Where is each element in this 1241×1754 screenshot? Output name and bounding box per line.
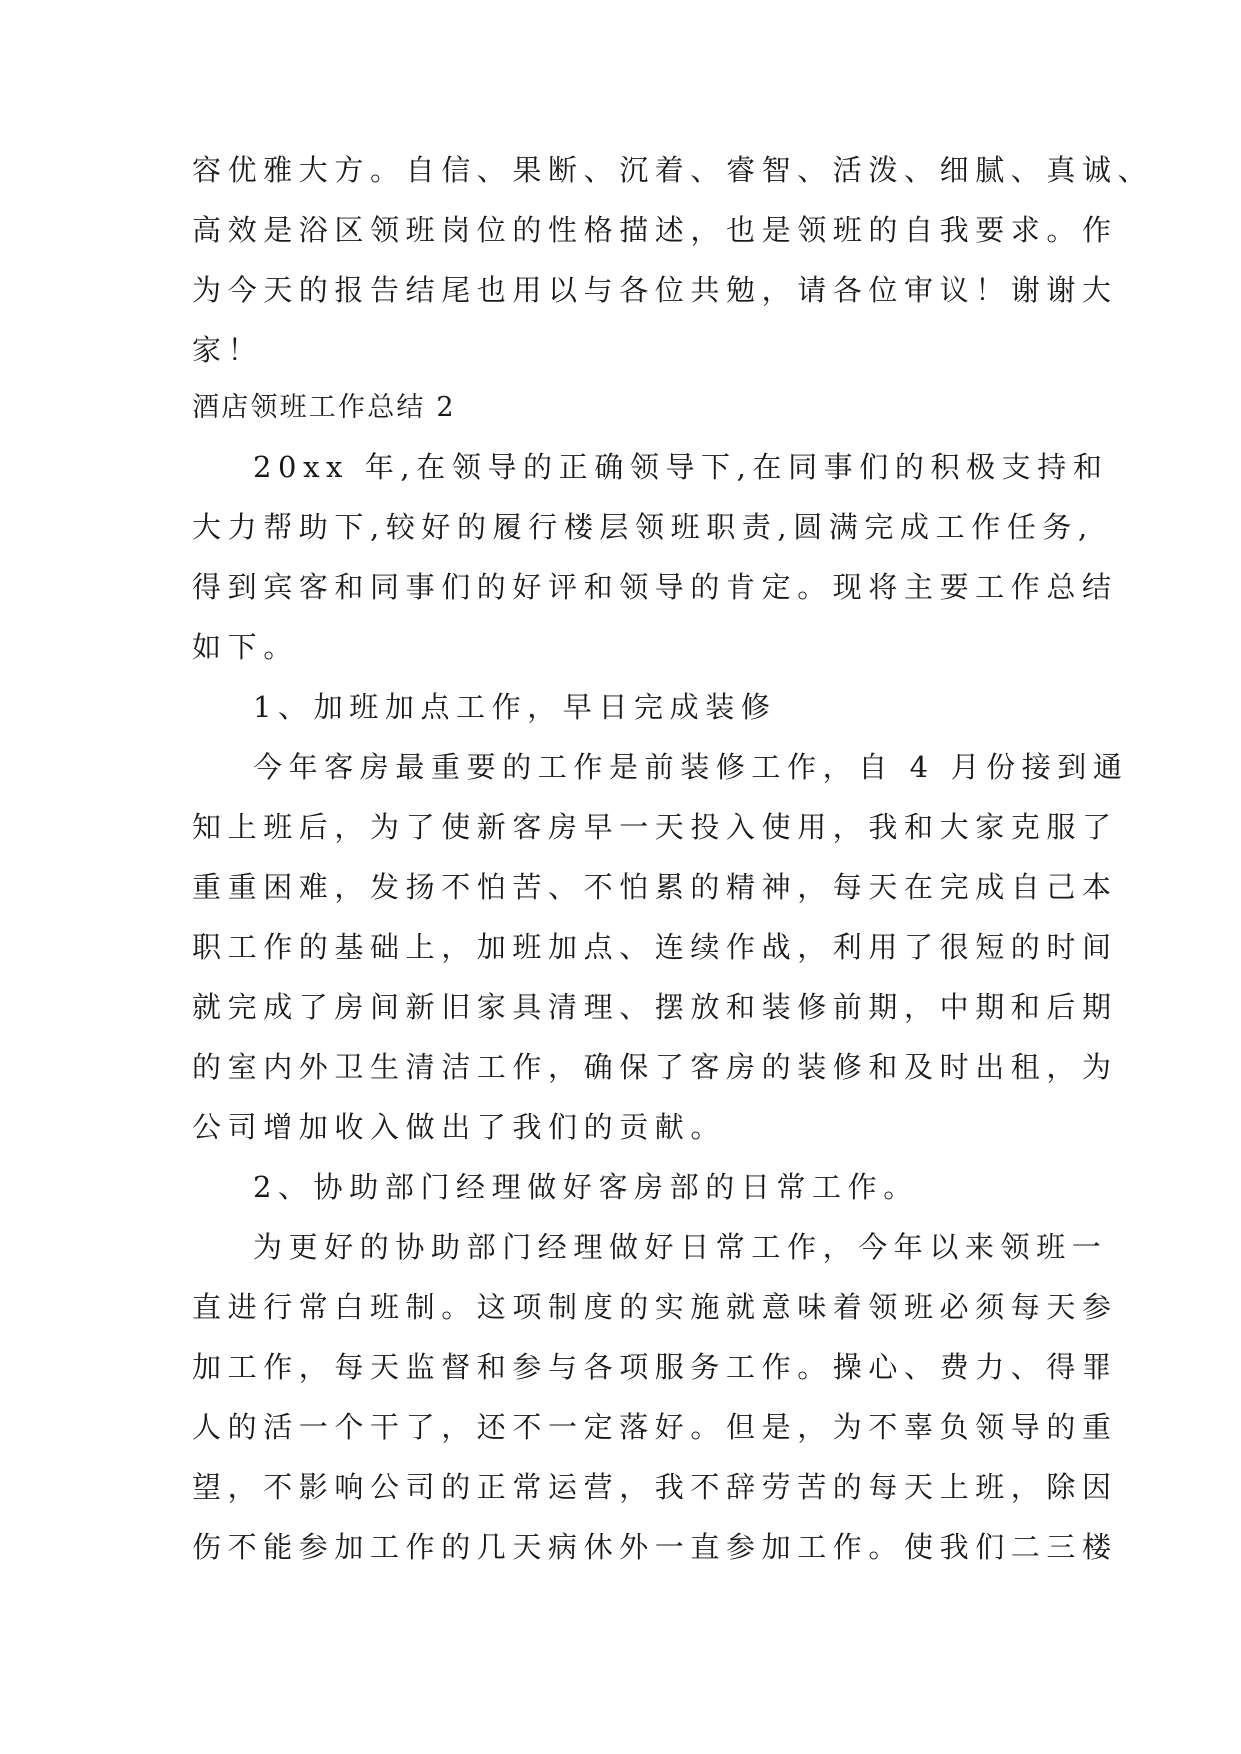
section-title: 酒店领班工作总结 2	[192, 392, 456, 423]
text-line: 的室内外卫生清洁工作，确保了客房的装修和及时出租，为	[192, 1050, 1118, 1084]
text-line: 加工作，每天监督和参与各项服务工作。操心、费力、得罪	[192, 1350, 1118, 1384]
text-line: 人的活一个干了，还不一定落好。但是，为不辜负领导的重	[192, 1410, 1118, 1444]
text-line: 高效是浴区领班岗位的性格描述，也是领班的自我要求。作	[192, 213, 1118, 247]
text-line: 望，不影响公司的正常运营，我不辞劳苦的每天上班，除因	[192, 1470, 1118, 1504]
paragraph-first-line: 20xx 年,在领导的正确领导下,在同事们的积极支持和	[253, 450, 1109, 484]
text-line: 就完成了房间新旧家具清理、摆放和装修前期，中期和后期	[192, 990, 1118, 1024]
paragraph-first-line: 为更好的协助部门经理做好日常工作，今年以来领班一	[253, 1230, 1108, 1264]
text-line: 家！	[192, 333, 264, 367]
text-line: 公司增加收入做出了我们的贡献。	[192, 1110, 727, 1144]
text-line: 得到宾客和同事们的好评和领导的肯定。现将主要工作总结	[192, 570, 1118, 604]
text-line: 知上班后，为了使新客房早一天投入使用，我和大家克服了	[192, 810, 1118, 844]
text-line: 为今天的报告结尾也用以与各位共勉，请各位审议！谢谢大	[192, 273, 1118, 307]
text-line: 容优雅大方。自信、果断、沉着、睿智、活泼、细腻、真诚、	[192, 153, 1154, 187]
text-line: 重重困难，发扬不怕苦、不怕累的精神，每天在完成自己本	[192, 870, 1118, 904]
text-line: 大力帮助下,较好的履行楼层领班职责,圆满完成工作任务,	[192, 510, 1094, 544]
subheading: 1、加班加点工作，早日完成装修	[253, 690, 777, 724]
text-line: 直进行常白班制。这项制度的实施就意味着领班必须每天参	[192, 1290, 1118, 1324]
text-line: 职工作的基础上，加班加点、连续作战，利用了很短的时间	[192, 930, 1118, 964]
text-line: 伤不能参加工作的几天病休外一直参加工作。使我们二三楼	[192, 1530, 1118, 1564]
paragraph-first-line: 今年客房最重要的工作是前装修工作，自 4 月份接到通	[253, 750, 1129, 784]
subheading: 2、协助部门经理做好客房部的日常工作。	[253, 1170, 919, 1204]
text-line: 如下。	[192, 630, 299, 664]
